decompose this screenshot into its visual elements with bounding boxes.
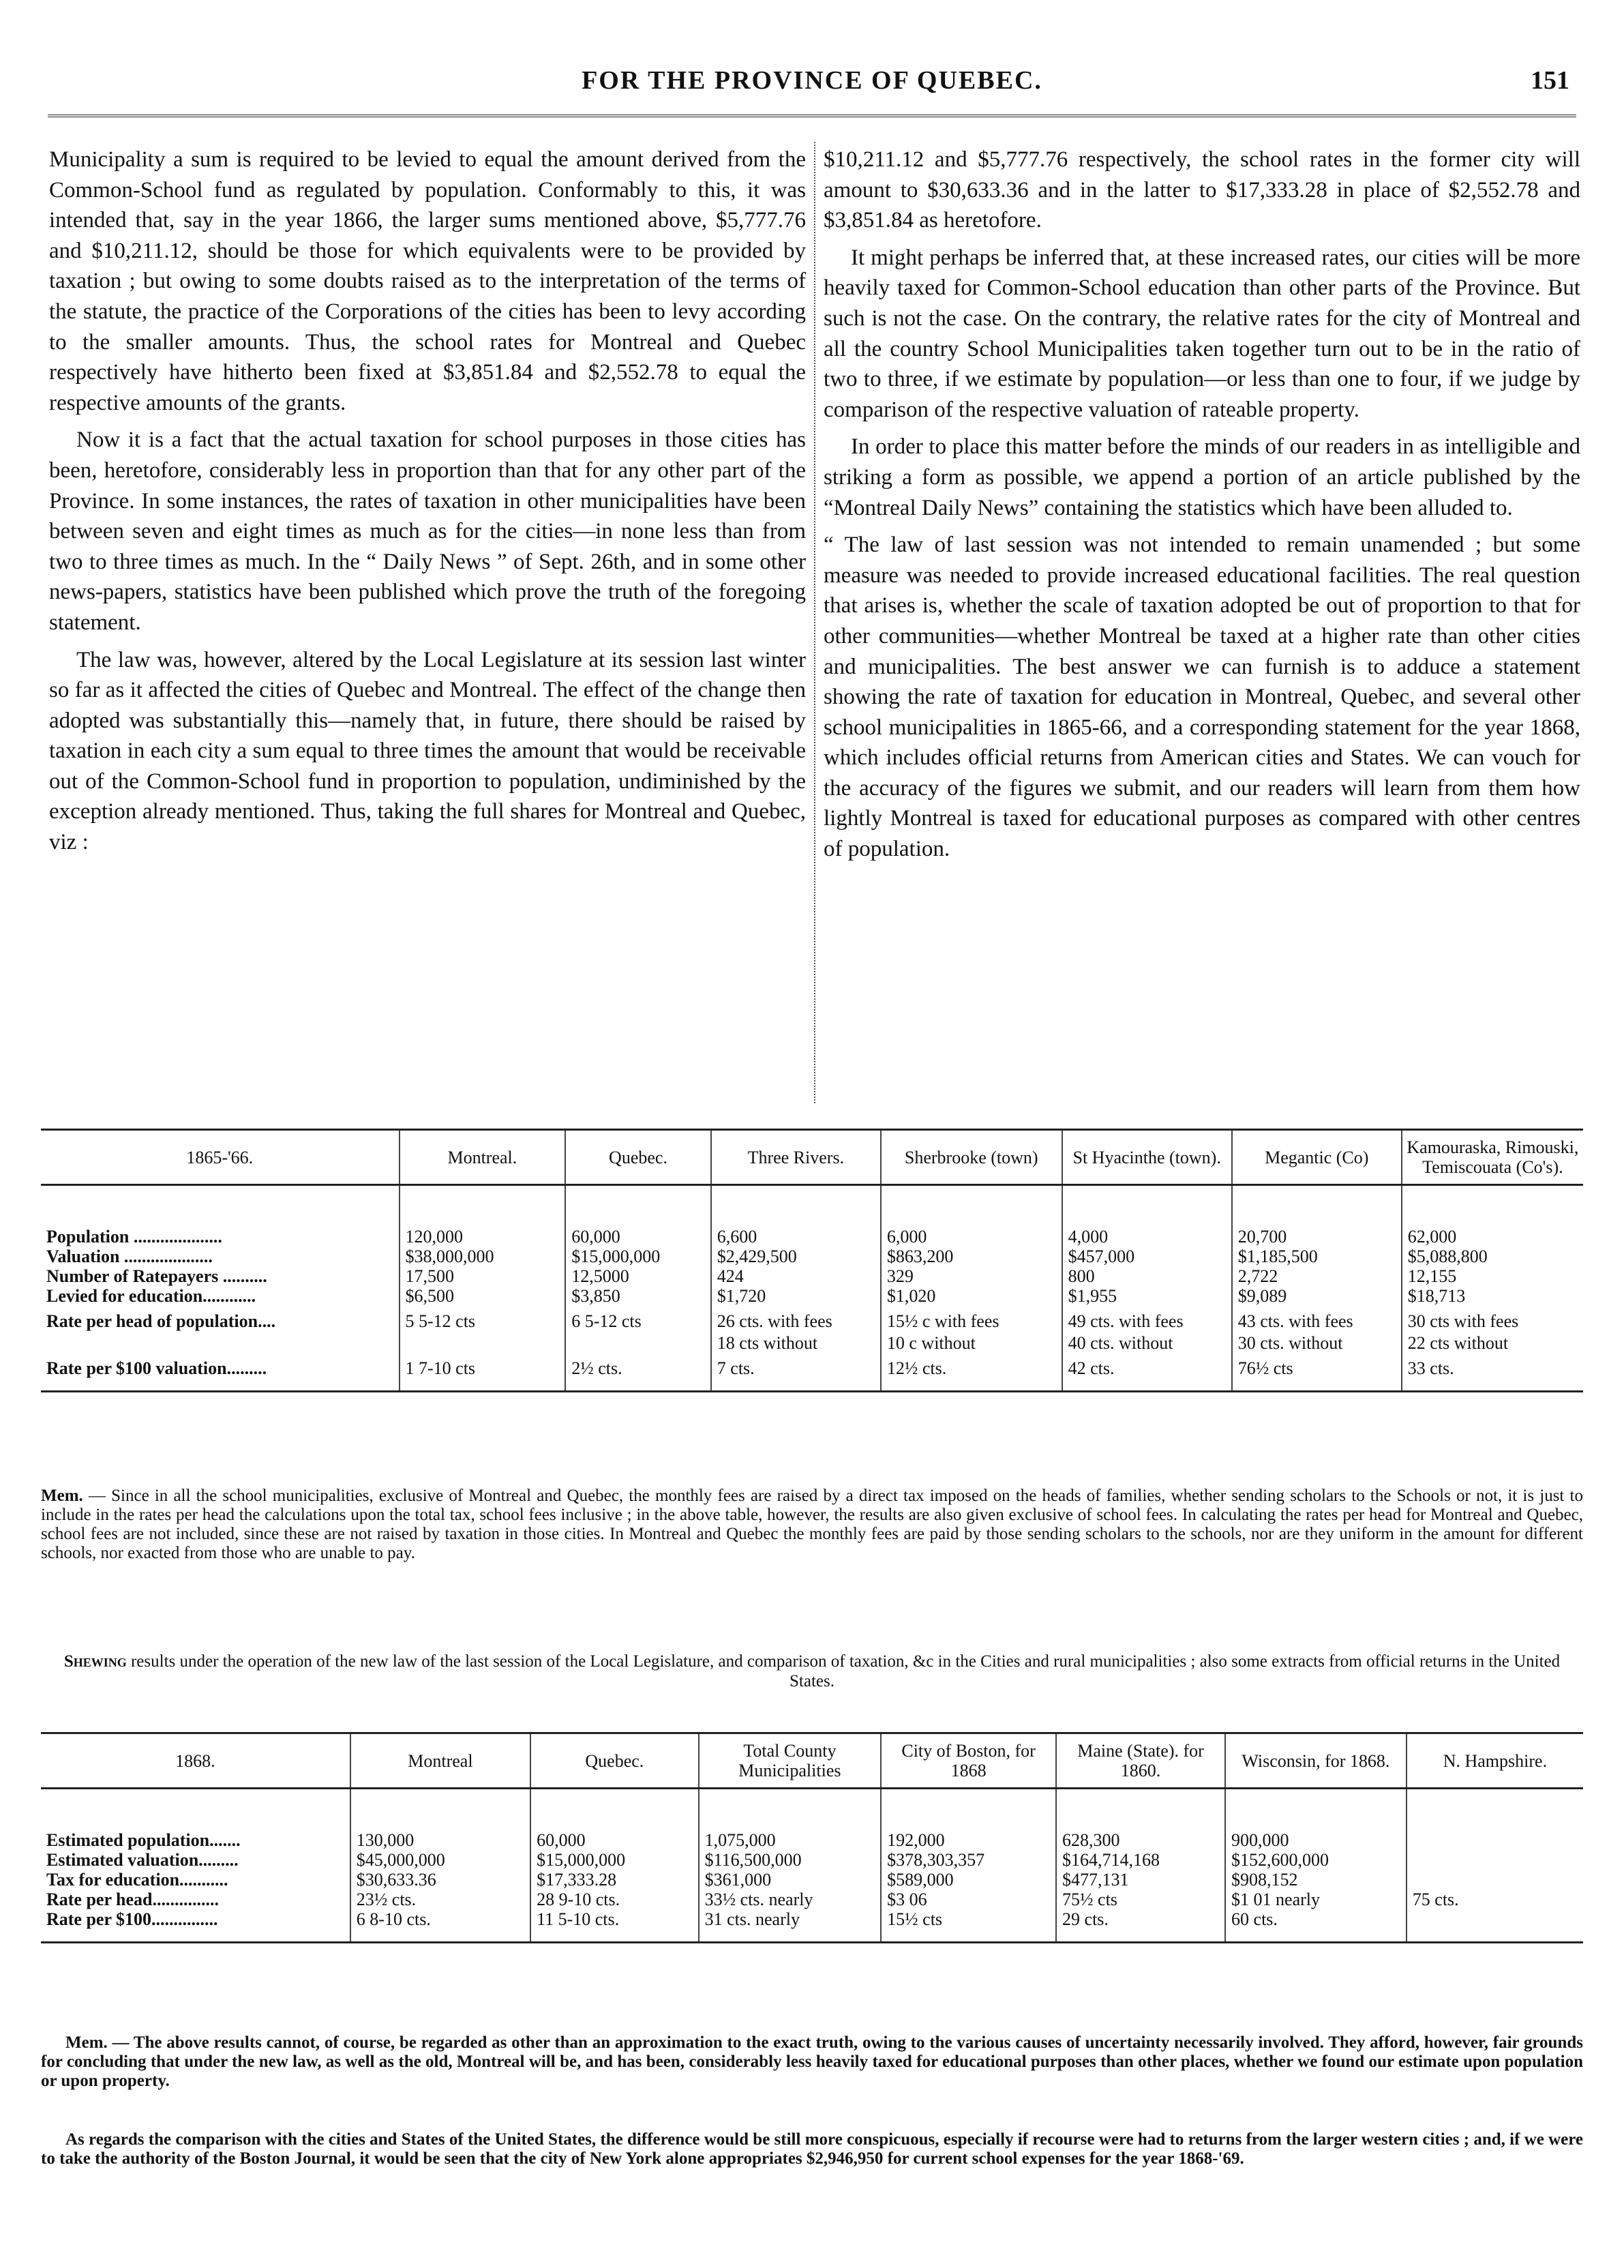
table-row [41, 1333, 1583, 1353]
row-label: Levied for education............ [46, 1286, 256, 1306]
table-row [41, 1227, 1583, 1247]
table-cell: 11 5-10 cts. [530, 1909, 699, 1943]
table-cell: $2,429,500 [711, 1247, 881, 1266]
row-label: Rate per head of population.... [46, 1311, 276, 1331]
table-cell: 60,000 [530, 1830, 699, 1850]
table-row [41, 1266, 1583, 1286]
table-row [41, 1870, 1583, 1890]
table-1868 [41, 1732, 1583, 1943]
row-label: Rate per $100 valuation......... [46, 1358, 267, 1378]
table-cell: 23½ cts. [350, 1890, 530, 1909]
table-row [41, 1850, 1583, 1870]
note-lead: Mem. [65, 2033, 108, 2052]
table2-header-cell: City of Boston, for 1868 [881, 1733, 1056, 1789]
table-cell: 75 cts. [1407, 1890, 1583, 1909]
table-cell: $3,850 [565, 1286, 711, 1306]
table-cell: 18 cts without [711, 1333, 881, 1353]
table1-header-cell: Megantic (Co) [1232, 1130, 1402, 1185]
table-cell: 29 cts. [1056, 1909, 1225, 1943]
table-cell: 4,000 [1062, 1227, 1232, 1247]
table1-header-cell: Sherbrooke (town) [881, 1130, 1062, 1185]
table-cell: 12½ cts. [881, 1353, 1062, 1392]
table-cell: $378,303,357 [881, 1850, 1056, 1870]
closing-paragraph [41, 2130, 1583, 2168]
table-cell: 26 cts. with fees [711, 1306, 881, 1333]
table1-header-cell: 1865-'66. [41, 1130, 400, 1185]
table-row [41, 1909, 1583, 1943]
table-cell: 49 cts. with fees [1062, 1306, 1232, 1333]
quoted-article [824, 530, 1580, 865]
table-cell: 30 cts with fees [1402, 1306, 1583, 1333]
table-row [41, 1286, 1583, 1306]
memorandum-1 [41, 1487, 1583, 1563]
table-cell: $17,333.28 [530, 1870, 699, 1890]
table-row [41, 1830, 1583, 1850]
table-row [41, 1890, 1583, 1909]
table1-header-cell: Kamouraska, Rimouski, Temiscouata (Co's). [1402, 1130, 1583, 1185]
table-cell: $1 01 nearly [1225, 1890, 1407, 1909]
row-label: Rate per $100............... [46, 1909, 218, 1929]
table-cell: 628,300 [1056, 1830, 1225, 1850]
table-cell: 28 9-10 cts. [530, 1890, 699, 1909]
row-label: Tax for education........... [46, 1870, 228, 1890]
table2-header-cell: Quebec. [530, 1733, 699, 1789]
table2-header-cell: Wisconsin, for 1868. [1225, 1733, 1407, 1789]
table-cell: 40 cts. without [1062, 1333, 1232, 1353]
table-row [41, 1247, 1583, 1266]
table-cell: 17,500 [400, 1266, 566, 1286]
table-cell: 33 cts. [1402, 1353, 1583, 1392]
table-cell: 60 cts. [1225, 1909, 1407, 1943]
table1-header-cell: St Hyacinthe (town). [1062, 1130, 1232, 1185]
note-text: — The above results cannot, of course, be regarded as other than an approximation to the exact truth, owing to the various causes of uncertainty necessarily involved. They afford, however, fair grounds for concluding that under the new law, as well as the old, Montreal will be, and has been, considerably less heavily taxed for educational purposes than other places, whether we found our estimate upon population or upon property. [41, 2033, 1583, 2090]
header-rule [48, 115, 1576, 117]
left-paragraph-1: Municipality a sum is required to be levied to equal the amount derived from the Common-School fund as regulated by population. Conformably to this, it was intended that, say in the year 1866, the larger sums mentioned above, $5,777.76 and $10,211.12, should be those for which equivalents were to be provided by taxation ; but owing to some doubts raised as to the interpretation of the terms of the statute, the practice of the Corporations of the cities has been to levy according to the smaller amounts. Thus, the school rates for Montreal and Quebec respectively have hitherto been fixed at $3,851.84 and $2,552.78 to equal the respective amounts of the grants. [49, 147, 806, 415]
table-cell: $15,000,000 [565, 1247, 711, 1266]
table-cell: 6,600 [711, 1227, 881, 1247]
table2-header-cell: 1868. [41, 1733, 350, 1789]
right-paragraph-3: In order to place this matter before the minds of our readers in as intelligible and striking a form as possible, we append a portion of an article published by the “Montreal Daily News” containing the statistics which have been alluded to. [824, 434, 1580, 520]
table-cell [565, 1333, 711, 1353]
table-cell: 2½ cts. [565, 1353, 711, 1392]
table-cell: 192,000 [881, 1830, 1056, 1850]
table-cell: 12,155 [1402, 1266, 1583, 1286]
note-lead: Mem. [41, 1487, 83, 1505]
table-cell: 43 cts. with fees [1232, 1306, 1402, 1333]
table-cell: $164,714,168 [1056, 1850, 1225, 1870]
table1-header-cell: Quebec. [565, 1130, 711, 1185]
right-column [824, 145, 1580, 871]
table-cell: $152,600,000 [1225, 1850, 1407, 1870]
table-cell: $45,000,000 [350, 1850, 530, 1870]
right-paragraph-1: $10,211.12 and $5,777.76 respectively, the school rates in the former city will amount to $30,633.36 and in the latter to $17,333.28 in place of $2,552.78 and $3,851.84 as heretofore. [824, 147, 1580, 233]
table-cell: 15½ cts [881, 1909, 1056, 1943]
memorandum-2 [41, 2033, 1583, 2091]
table-cell: 800 [1062, 1266, 1232, 1286]
table-cell: 2,722 [1232, 1266, 1402, 1286]
left-paragraph-3: The law was, however, altered by the Local Legislature at its session last winter so far as it affected the cities of Quebec and Montreal. The effect of the change then adopted was substantially this—namely that, in future, there should be raised by taxation in each city a sum equal to three times the amount that would be receivable out of the Common-School fund in proportion to population, undiminished by the exception already mentioned. Thus, taking the full shares for Montreal and Quebec, viz : [49, 647, 806, 855]
table-cell: 1,075,000 [699, 1830, 882, 1850]
table1-header-row [41, 1130, 1583, 1185]
table-cell: 5 5-12 cts [400, 1306, 566, 1333]
table-cell: 31 cts. nearly [699, 1909, 882, 1943]
row-label: Estimated valuation......... [46, 1850, 239, 1870]
table-cell [400, 1333, 566, 1353]
table-1865-66 [41, 1129, 1583, 1392]
table-cell: $116,500,000 [699, 1850, 882, 1870]
table-cell: $3 06 [881, 1890, 1056, 1909]
table-cell: 30 cts. without [1232, 1333, 1402, 1353]
row-label: Rate per head............... [46, 1890, 220, 1909]
left-paragraph-2: Now it is a fact that the actual taxation for school purposes in those cities has been, heretofore, considerably less in proportion than that for any other part of the Province. In some instances, the rates of taxation in other municipalities have been between seven and eight times as much as for the cities—in none less than from two to three times as much. In the “ Daily News ” of Sept. 26th, and in some other news-papers, statistics have been published which prove the truth of the foregoing statement. [49, 428, 806, 635]
table-cell: $5,088,800 [1402, 1247, 1583, 1266]
table-cell [1407, 1909, 1583, 1943]
table2-header-cell: Maine (State). for 1860. [1056, 1733, 1225, 1789]
table2-header-cell: Montreal [350, 1733, 530, 1789]
table-cell [1407, 1830, 1583, 1850]
note-text: — Since in all the school municipalities, exclusive of Montreal and Quebec, the monthly fees are raised by a direct tax imposed on the heads of families, whether sending scholars to the Schools or not, it is just to include in the rates per head the calculations upon the total tax, school fees inclusive ; in the above table, however, the results are also given exclusive of school fees. In calculating the rates per head for Montreal and Quebec, school fees are not included, since these are not raised by taxation in those cities. In Montreal and Quebec the monthly fees are paid by those sending scholars to the schools, nor are they uniform in the amount for different schools, nor exacted from those who are unable to pay. [41, 1487, 1583, 1562]
table-cell: 7 cts. [711, 1353, 881, 1392]
column-divider [814, 142, 815, 1103]
table2-header-cell: N. Hampshire. [1407, 1733, 1583, 1789]
left-column [49, 145, 806, 865]
table-cell: $477,131 [1056, 1870, 1225, 1890]
caption-lead: Shewing [63, 1652, 127, 1671]
table-cell: $30,633.36 [350, 1870, 530, 1890]
table-cell: 900,000 [1225, 1830, 1407, 1850]
row-label: Estimated population....... [46, 1830, 241, 1850]
table-cell: 1 7-10 cts [400, 1353, 566, 1392]
table-cell: 6 5-12 cts [565, 1306, 711, 1333]
table-cell: $1,185,500 [1232, 1247, 1402, 1266]
table-cell: $15,000,000 [530, 1850, 699, 1870]
caption-text: results under the operation of the new law of the last session of the Local Legislature, and comparison of taxation, &c in the Cities and rural municipalities ; also some extracts from official returns in the United States. [126, 1652, 1561, 1690]
table-cell: 6,000 [881, 1227, 1062, 1247]
table-row [41, 1353, 1583, 1392]
running-title: FOR THE PROVINCE OF QUEBEC. [582, 66, 1042, 95]
table-cell: 33½ cts. nearly [699, 1890, 882, 1909]
table-cell: 130,000 [350, 1830, 530, 1850]
right-paragraph-2: It might perhaps be inferred that, at these increased rates, our cities will be more heavily taxed for Common-School education than other parts of the Province. But such is not the case. On the contrary, the relative rates for the city of Montreal and all the country School Municipalities taken together turn out to be in the ratio of two to three, if we estimate by population—or less than one to four, if we judge by comparison of the respective valuation of rateable property. [824, 245, 1580, 422]
quote-text: “ The law of last session was not intended to remain unamended ; but some measure was needed to provide increased educational facilities. The real question that arises is, whether the scale of taxation adopted be out of proportion to that for other communities—whether Montreal be taxed at a higher rate than other cities and municipalities. The best answer we can furnish is to adduce a statement showing the rate of taxation for education in Montreal, Quebec, and several other school municipalities in 1865-66, and a corresponding statement for the year 1868, which includes official returns from American cities and States. We can vouch for the accuracy of the figures we submit, and our readers will learn from them how lightly Montreal is taxed for educational purposes as compared with other centres of population. [824, 533, 1580, 862]
table-cell: 424 [711, 1266, 881, 1286]
table-cell: $9,089 [1232, 1286, 1402, 1306]
table-row [41, 1306, 1583, 1333]
table-cell: 120,000 [400, 1227, 566, 1247]
table1-header-cell: Three Rivers. [711, 1130, 881, 1185]
row-label: Number of Ratepayers .......... [46, 1266, 267, 1286]
table-cell: $18,713 [1402, 1286, 1583, 1306]
table-cell: 12,5000 [565, 1266, 711, 1286]
table-cell: $6,500 [400, 1286, 566, 1306]
table-cell: $863,200 [881, 1247, 1062, 1266]
table-cell: $908,152 [1225, 1870, 1407, 1890]
note-text: As regards the comparison with the cities and States of the United States, the difference would be still more conspicuous, especially if recourse were had to returns from the larger western cities ; and, if we were to take the authority of the Boston Journal, it would be seen that the city of New York alone appropriates $2,946,950 for current school expenses for the year 1868-'69. [41, 2130, 1583, 2168]
table-cell: 20,700 [1232, 1227, 1402, 1247]
table-caption [41, 1652, 1583, 1691]
table-cell: 76½ cts [1232, 1353, 1402, 1392]
table-cell: $1,955 [1062, 1286, 1232, 1306]
table-cell: $589,000 [881, 1870, 1056, 1890]
table-cell: 62,000 [1402, 1227, 1583, 1247]
page-header [41, 65, 1583, 106]
table-cell: 60,000 [565, 1227, 711, 1247]
table-cell [1407, 1870, 1583, 1890]
table2-header-row [41, 1733, 1583, 1789]
table-cell: 10 c without [881, 1333, 1062, 1353]
table-cell: $1,720 [711, 1286, 881, 1306]
table1-header-cell: Montreal. [400, 1130, 566, 1185]
table2-header-cell: Total County Municipalities [699, 1733, 882, 1789]
table-cell: $38,000,000 [400, 1247, 566, 1266]
row-label: Valuation .................... [46, 1247, 213, 1266]
table-cell: $361,000 [699, 1870, 882, 1890]
table-cell: $457,000 [1062, 1247, 1232, 1266]
table-cell: 22 cts without [1402, 1333, 1583, 1353]
table-cell [1407, 1850, 1583, 1870]
table-cell: 42 cts. [1062, 1353, 1232, 1392]
table-cell: $1,020 [881, 1286, 1062, 1306]
table-cell: 6 8-10 cts. [350, 1909, 530, 1943]
table-cell: 15½ c with fees [881, 1306, 1062, 1333]
table-cell: 75½ cts [1056, 1890, 1225, 1909]
table-cell: 329 [881, 1266, 1062, 1286]
row-label [41, 1333, 400, 1353]
row-label: Population .................... [46, 1227, 222, 1247]
page-number: 151 [1531, 66, 1569, 95]
